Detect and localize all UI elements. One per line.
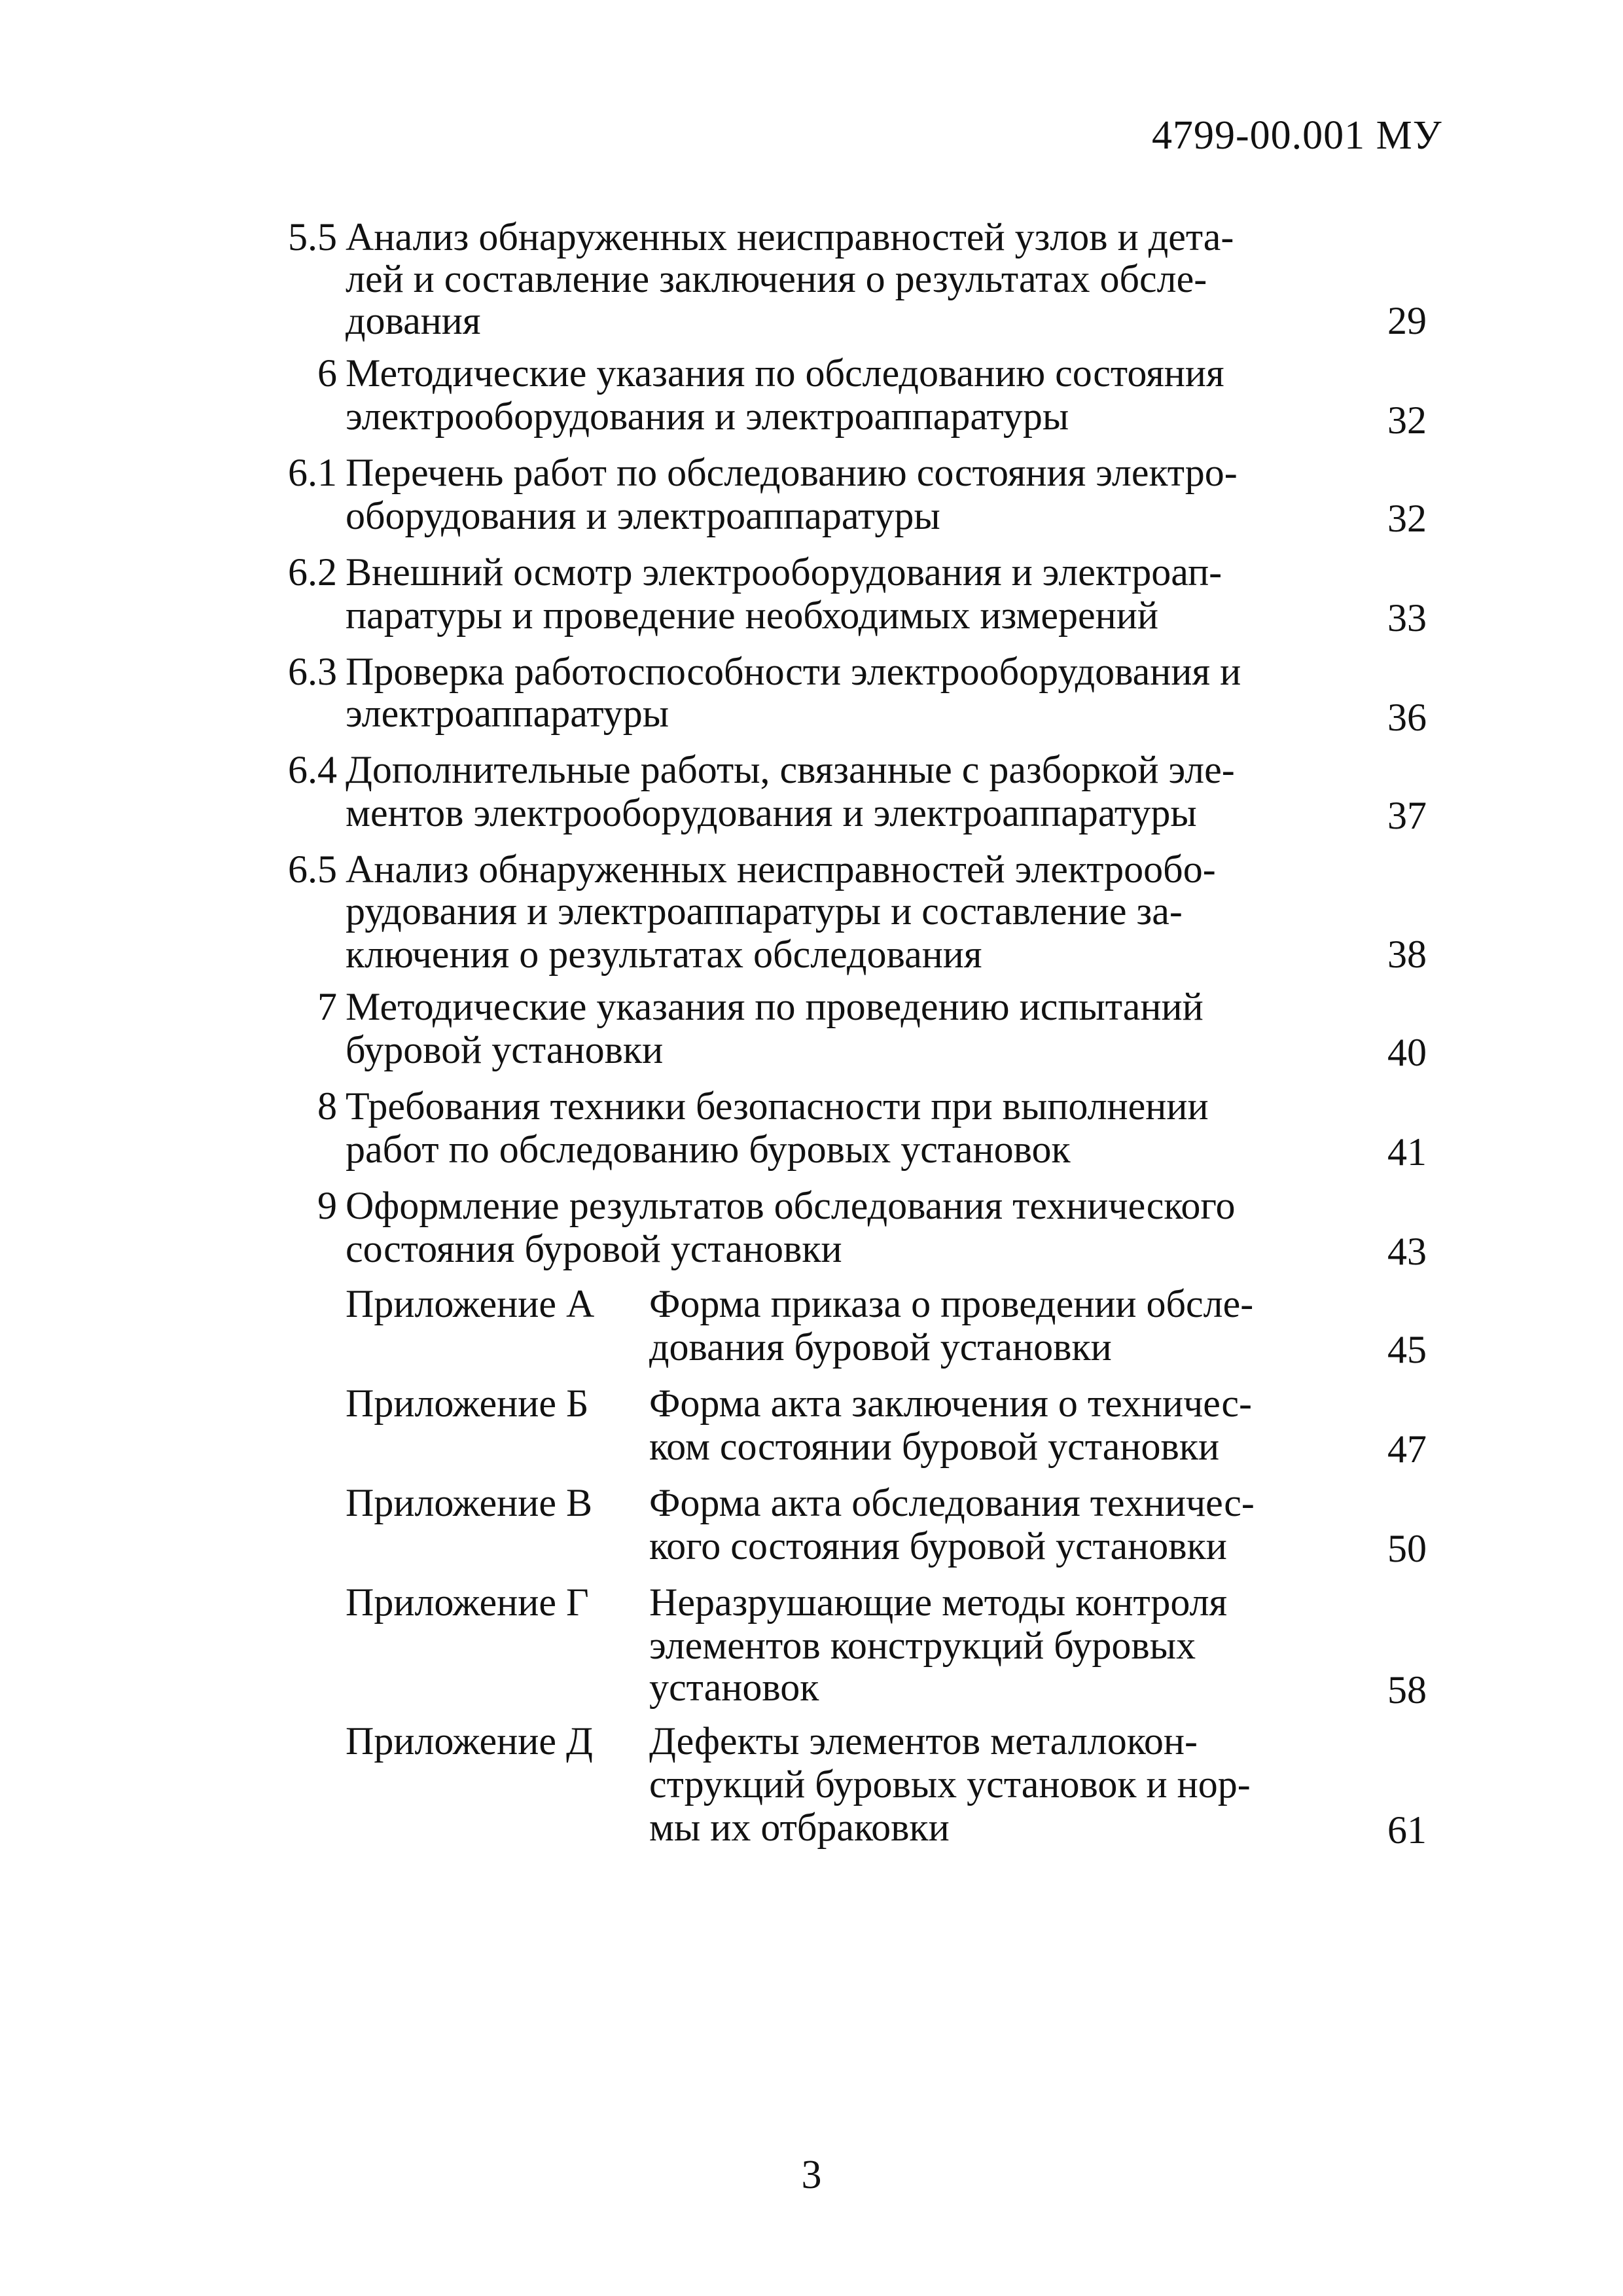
toc-entry-number: 9: [317, 1184, 337, 1227]
appendix-label: Приложение Г: [346, 1581, 589, 1624]
toc-entry-text: Требования техники безопасности при выполнении: [346, 1085, 1209, 1128]
page-number: 3: [801, 2153, 822, 2197]
appendix-label: Приложение Б: [346, 1382, 589, 1425]
appendix-label: Приложение А: [346, 1282, 595, 1325]
appendix-text: Форма акта заключения о техничес-: [649, 1382, 1253, 1425]
toc-entry-text: лей и составление заключения о результатах обсле-: [346, 257, 1207, 300]
appendix-label: Приложение Д: [346, 1719, 593, 1763]
toc-page-number: 40: [1387, 1031, 1427, 1074]
toc-page-number: 47: [1387, 1427, 1427, 1471]
toc-entry-text: паратуры и проведение необходимых измерений: [346, 594, 1159, 637]
toc-entry-number: 5.5: [288, 215, 337, 259]
toc-page-number: 61: [1387, 1808, 1427, 1852]
appendix-text: дования буровой установки: [649, 1325, 1112, 1369]
toc-entry-text: Анализ обнаруженных неисправностей электрообо-: [346, 848, 1216, 891]
toc-page-number: 33: [1387, 596, 1427, 639]
appendix-text: установок: [649, 1666, 819, 1709]
appendix-label: Приложение В: [346, 1481, 593, 1524]
toc-entry-number: 6.3: [288, 650, 337, 693]
toc-entry-text: Методические указания по обследованию состояния: [346, 351, 1224, 395]
toc-page-number: 32: [1387, 399, 1427, 442]
toc-page-number: 37: [1387, 794, 1427, 837]
toc-entry-text: электроаппаратуры: [346, 692, 669, 735]
toc-entry-number: 7: [317, 985, 337, 1028]
toc-entry-text: Дополнительные работы, связанные с разборкой эле-: [346, 748, 1235, 791]
toc-entry-text: Перечень работ по обследованию состояния электро-: [346, 451, 1238, 494]
toc-entry-text: Методические указания по проведению испытаний: [346, 985, 1204, 1028]
toc-page-number: 36: [1387, 696, 1427, 739]
toc-page-number: 32: [1387, 497, 1427, 540]
toc-page-number: 38: [1387, 933, 1427, 976]
toc-entry-text: дования: [346, 299, 481, 342]
document-code: 4799-00.001 МУ: [1152, 113, 1442, 158]
toc-entry-number: 6: [317, 351, 337, 395]
toc-entry-text: рудования и электроаппаратуры и составление за-: [346, 889, 1183, 933]
toc-entry-number: 6.1: [288, 451, 337, 494]
appendix-text: струкций буровых установок и нор-: [649, 1763, 1251, 1806]
toc-page-number: 29: [1387, 299, 1427, 342]
toc-entry-text: Проверка работоспособности электрооборудования и: [346, 650, 1241, 693]
toc-entry-text: ключения о результатах обследования: [346, 933, 982, 976]
appendix-text: элементов конструкций буровых: [649, 1624, 1196, 1667]
toc-entry-text: работ по обследованию буровых установок: [346, 1128, 1071, 1171]
toc-entry-text: Оформление результатов обследования технического: [346, 1184, 1236, 1227]
toc-entry-text: Анализ обнаруженных неисправностей узлов и дета-: [346, 215, 1234, 259]
appendix-text: мы их отбраковки: [649, 1806, 950, 1849]
appendix-text: Форма приказа о проведении обсле-: [649, 1282, 1254, 1325]
appendix-text: Форма акта обследования техничес-: [649, 1481, 1255, 1524]
toc-entry-text: ментов электрооборудования и электроаппаратуры: [346, 791, 1197, 834]
toc-entry-number: 6.5: [288, 848, 337, 891]
toc-entry-text: буровой установки: [346, 1028, 664, 1071]
toc-entry-text: состояния буровой установки: [346, 1227, 842, 1270]
toc-entry-number: 6.4: [288, 748, 337, 791]
toc-entry-text: оборудования и электроаппаратуры: [346, 494, 940, 537]
toc-page-number: 43: [1387, 1230, 1427, 1273]
toc-page-number: 41: [1387, 1130, 1427, 1174]
appendix-text: Неразрушающие методы контроля: [649, 1581, 1228, 1624]
toc-page-number: 58: [1387, 1668, 1427, 1712]
toc-entry-number: 6.2: [288, 550, 337, 594]
toc-page-number: 45: [1387, 1328, 1427, 1371]
appendix-text: Дефекты элементов металлокон-: [649, 1719, 1198, 1763]
toc-entry-number: 8: [317, 1085, 337, 1128]
toc-page-number: 50: [1387, 1527, 1427, 1570]
toc-entry-text: Внешний осмотр электрооборудования и электроап-: [346, 550, 1222, 594]
appendix-text: ком состоянии буровой установки: [649, 1425, 1220, 1468]
appendix-text: кого состояния буровой установки: [649, 1524, 1227, 1568]
toc-entry-text: электрооборудования и электроаппаратуры: [346, 395, 1069, 438]
